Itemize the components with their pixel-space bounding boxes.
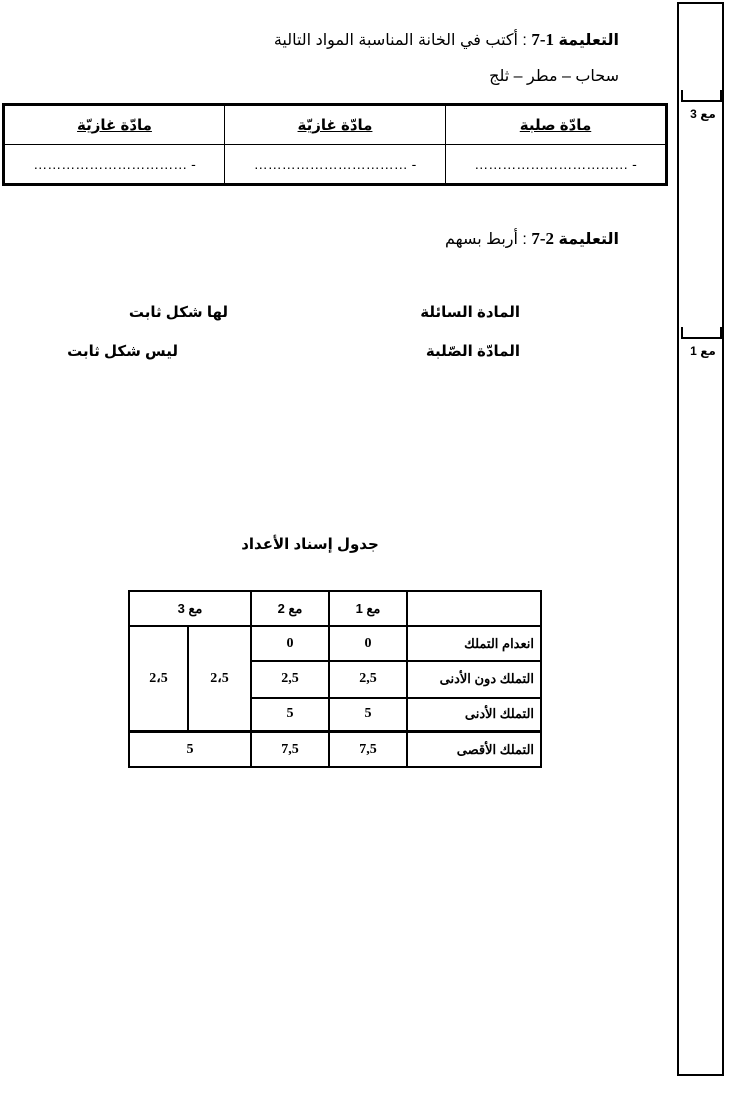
exercise-1-number: 1-7: [531, 30, 554, 49]
grading-cell: 0: [251, 626, 329, 661]
answer-field-gas-1[interactable]: - ……………………………: [225, 145, 446, 185]
answer-field-solid[interactable]: - ……………………………: [446, 145, 667, 185]
grading-header-c3: مع 3: [129, 591, 251, 626]
grading-cell: 5: [251, 698, 329, 732]
grading-header-empty: [407, 591, 541, 626]
margin-label-criterion-3: مع 3: [690, 107, 716, 121]
exercise-2-title: [445, 229, 619, 249]
grading-header-c2: مع 2: [251, 591, 329, 626]
margin-bracket: [681, 90, 722, 102]
grading-cell: 7,5: [251, 732, 329, 767]
grading-table-title: جدول إسناد الأعداد: [241, 536, 379, 553]
grading-cell: 2,5: [329, 661, 407, 697]
header-gas-2: مادّة غازيّة: [4, 105, 225, 145]
margin-label-criterion-1: مع 1: [690, 344, 716, 358]
grading-cell: 7,5: [329, 732, 407, 767]
exercise-2-instruction: : أربط بسهم: [444, 231, 527, 248]
exercise-1-prefix: التعليمة: [558, 32, 619, 49]
classification-table: [2, 103, 668, 186]
grading-row-label: انعدام التملك: [407, 626, 541, 661]
match-left-item-liquid[interactable]: المادة السائلة: [420, 304, 520, 321]
exercise-2-number: 2-7: [531, 229, 554, 248]
grading-cell: 0: [329, 626, 407, 661]
grading-table: [128, 590, 542, 768]
header-gas-1: مادّة غازيّة: [225, 105, 446, 145]
header-solid: مادّة صلبة: [446, 105, 667, 145]
match-right-item-no-fixed-shape[interactable]: ليس شكل ثابت: [67, 343, 178, 360]
margin-bracket: [681, 327, 722, 339]
grading-cell: 5: [129, 732, 251, 767]
grading-margin-column: [677, 2, 724, 1076]
grading-row-label: التملك دون الأدنى: [407, 661, 541, 697]
grading-cell-merged: 2،5: [188, 626, 251, 732]
exercise-1-title: [274, 30, 619, 50]
grading-cell: 2,5: [251, 661, 329, 697]
grading-row-label: التملك الأدنى: [407, 698, 541, 732]
match-right-item-fixed-shape[interactable]: لها شكل ثابت: [128, 304, 228, 321]
grading-row-label: التملك الأقصى: [407, 732, 541, 767]
grading-header-c1: مع 1: [329, 591, 407, 626]
grading-cell: 5: [329, 698, 407, 732]
exercise-2-prefix: التعليمة: [558, 231, 619, 248]
grading-cell-merged: 2،5: [129, 626, 188, 732]
match-left-item-solid[interactable]: المادّة الصّلبة: [425, 343, 520, 360]
answer-field-gas-2[interactable]: - ……………………………: [4, 145, 225, 185]
exercise-1-instruction: : أكتب في الخانة المناسبة المواد التالية: [273, 32, 527, 49]
exercise-1-items: سحاب – مطر – ثلج: [489, 68, 619, 85]
